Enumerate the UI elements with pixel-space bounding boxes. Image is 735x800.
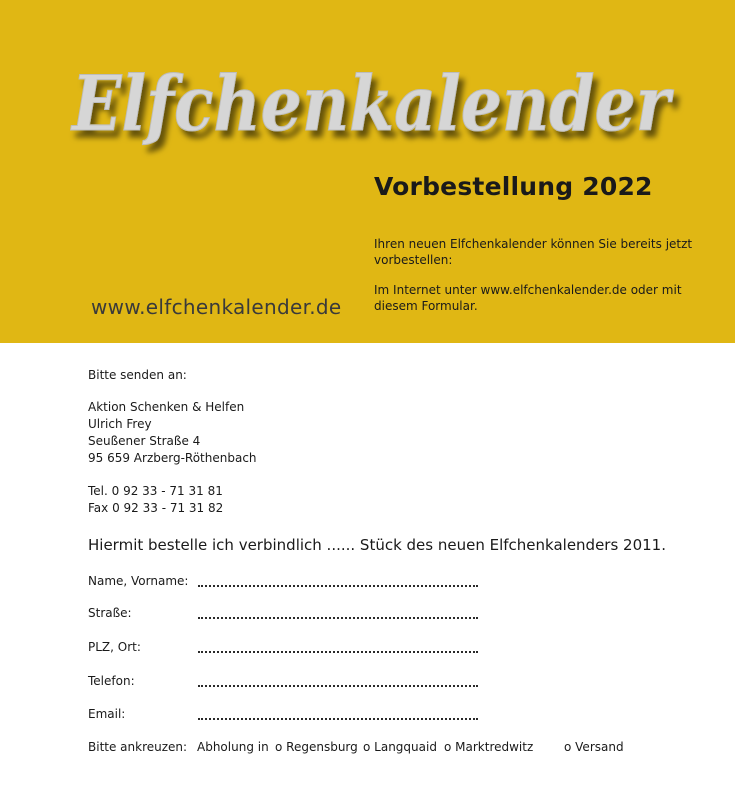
intro-text	[374, 236, 714, 314]
phone-field[interactable]	[198, 674, 478, 687]
postal-address	[88, 399, 257, 467]
send-to-label: Bitte senden an:	[88, 368, 187, 382]
header-banner	[0, 0, 735, 343]
street-field[interactable]	[198, 606, 478, 619]
delivery-options	[88, 740, 648, 760]
name-field-row	[88, 574, 508, 594]
city-field-label: PLZ, Ort:	[88, 640, 141, 654]
email-field-label: Email:	[88, 707, 126, 721]
options-label: Bitte ankreuzen:	[88, 740, 188, 754]
option-regensburg[interactable]: o Regensburg	[275, 740, 358, 754]
order-statement: Hiermit bestelle ich verbindlich ...... Stück des neuen Elfchenkalenders 2011.	[88, 536, 666, 554]
fax-number: Fax 0 92 33 - 71 31 82	[88, 501, 224, 515]
street-field-label: Straße:	[88, 606, 132, 620]
website-url: www.elfchenkalender.de	[91, 295, 342, 319]
title-text: Elfchenkalender	[70, 59, 675, 148]
street-field-row	[88, 606, 508, 626]
name-field[interactable]	[198, 574, 478, 587]
phone-field-label: Telefon:	[88, 674, 135, 688]
name-field-label: Name, Vorname:	[88, 574, 189, 588]
email-field[interactable]	[198, 707, 478, 720]
address-line: Ulrich Frey	[88, 417, 152, 431]
intro-paragraph-internet: Im Internet unter www.elfchenkalender.de oder mit diesem Formular.	[374, 283, 682, 313]
page-title: Vorbestellung 2022	[374, 172, 653, 201]
option-langquaid[interactable]: o Langquaid	[363, 740, 437, 754]
pickup-label: Abholung in	[197, 740, 269, 754]
address-line: Seußener Straße 4	[88, 434, 201, 448]
title-lettering	[62, 30, 682, 170]
option-versand[interactable]: o Versand	[564, 740, 624, 754]
address-line: 95 659 Arzberg-Röthenbach	[88, 451, 257, 465]
city-field-row	[88, 640, 508, 660]
city-field[interactable]	[198, 640, 478, 653]
phone-field-row	[88, 674, 508, 694]
phone-number: Tel. 0 92 33 - 71 31 81	[88, 484, 223, 498]
address-line: Aktion Schenken & Helfen	[88, 400, 245, 414]
option-marktredwitz[interactable]: o Marktredwitz	[444, 740, 534, 754]
calendar-title-logo	[62, 30, 682, 170]
intro-paragraph-preorder: Ihren neuen Elfchenkalender können Sie bereits jetzt vorbestellen:	[374, 237, 693, 267]
email-field-row	[88, 707, 508, 727]
contact-numbers	[88, 483, 223, 517]
